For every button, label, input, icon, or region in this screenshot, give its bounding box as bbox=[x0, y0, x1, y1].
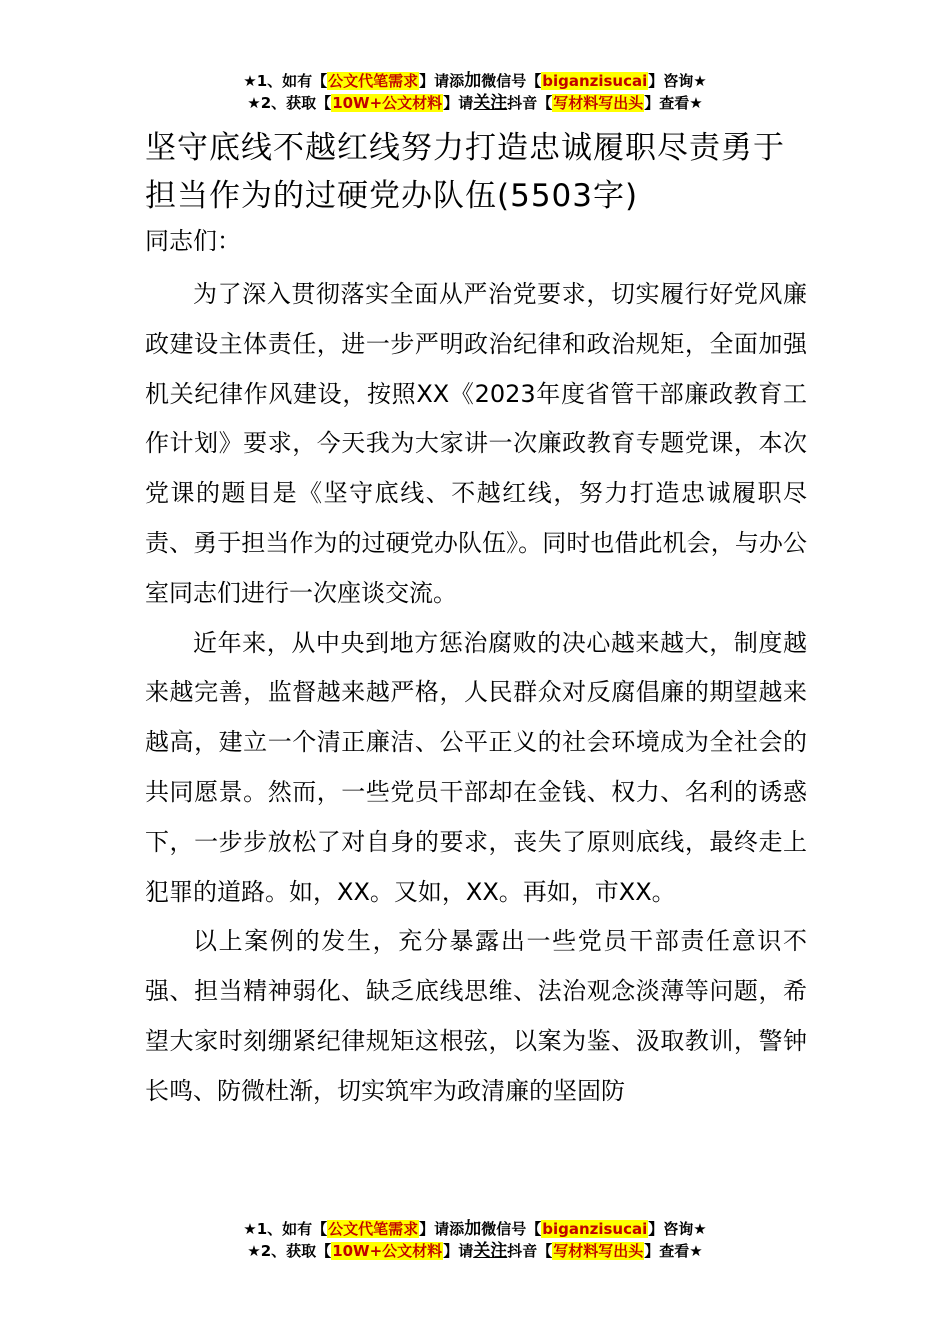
paragraph: 以上案例的发生，充分暴露出一些党员干部责任意识不强、担当精神弱化、缺乏底线思维、法治观念淡薄等问题，希望大家时刻绷紧纪律规矩这根弦，以案为鉴、汲取教训，警钟长鸣、防微杜渐，切实筑牢为政清廉的坚固防 bbox=[145, 927, 807, 1105]
promo-text: 】请 bbox=[443, 94, 474, 112]
promo-douyin-id: 写材料写出头 bbox=[553, 94, 644, 112]
promo-highlight: 公文代笔需求 bbox=[328, 72, 419, 90]
promo-text: ★2、获取【 bbox=[247, 94, 332, 112]
promo-text: ★1、如有【 bbox=[243, 1220, 328, 1238]
salutation: 同志们： bbox=[145, 227, 241, 255]
promo-line-2 bbox=[0, 92, 950, 114]
promo-text: 微信号【 bbox=[481, 1220, 542, 1238]
promo-text: 】请添 bbox=[419, 72, 465, 90]
promo-text: 微信号【 bbox=[481, 72, 542, 90]
promo-douyin-id: 写材料写出头 bbox=[553, 1242, 644, 1260]
promo-text: 】请添 bbox=[419, 1220, 465, 1238]
paragraph: 近年来，从中央到地方惩治腐败的决心越来越大，制度越来越完善，监督越来越严格，人民群众对反腐倡廉的期望越来越高，建立一个清正廉洁、公平正义的社会环境成为全社会的共同愿景。然而，一些党员干部却在金钱、权力、名利的诱惑下，一步步放松了对自身的要求，丧失了原则底线，最终走上犯罪的道路。如，XX。又如，XX。再如，市XX。 bbox=[145, 628, 807, 906]
promo-text: 抖音【 bbox=[507, 1242, 553, 1260]
promo-text: 】查看★ bbox=[644, 1242, 703, 1260]
promo-text: 】咨询★ bbox=[648, 1220, 707, 1238]
promo-wechat-id: biganzisucai bbox=[542, 72, 648, 90]
document-body bbox=[145, 124, 807, 1117]
promo-text: ★1、如有【 bbox=[243, 72, 328, 90]
top-promo-banner bbox=[0, 70, 950, 114]
bottom-promo-banner bbox=[0, 1218, 950, 1262]
promo-text: 加 bbox=[464, 71, 482, 91]
paragraph: 为了深入贯彻落实全面从严治党要求，切实履行好党风廉政建设主体责任，进一步严明政治纪律和政治规矩，全面加强机关纪律作风建设，按照XX《2023年度省管干部廉政教育工作计划》要求，今天我为大家讲一次廉政教育专题党课，本次党课的题目是《坚守底线、不越红线，努力打造忠诚履职尽责、勇于担当作为的过硬党办队伍》。同时也借此机会，与办公室同志们进行一次座谈交流。 bbox=[145, 280, 807, 607]
document-title: 坚守底线不越红线努力打造忠诚履职尽责勇于担当作为的过硬党办队伍(5503字) bbox=[145, 130, 785, 214]
promo-line-2 bbox=[0, 1240, 950, 1262]
promo-text: 加 bbox=[464, 1219, 482, 1239]
promo-wechat-id: biganzisucai bbox=[542, 1220, 648, 1238]
promo-text: 关注 bbox=[473, 1241, 508, 1261]
promo-line-1 bbox=[0, 1218, 950, 1240]
promo-highlight: 10W+公文材料 bbox=[332, 1242, 443, 1260]
promo-text: 】咨询★ bbox=[648, 72, 707, 90]
promo-highlight: 10W+公文材料 bbox=[332, 94, 443, 112]
promo-text: 抖音【 bbox=[507, 94, 553, 112]
promo-highlight: 公文代笔需求 bbox=[328, 1220, 419, 1238]
promo-line-1 bbox=[0, 70, 950, 92]
promo-text: ★2、获取【 bbox=[247, 1242, 332, 1260]
promo-text: 】查看★ bbox=[644, 94, 703, 112]
promo-text: 关注 bbox=[473, 93, 508, 113]
promo-text: 】请 bbox=[443, 1242, 474, 1260]
